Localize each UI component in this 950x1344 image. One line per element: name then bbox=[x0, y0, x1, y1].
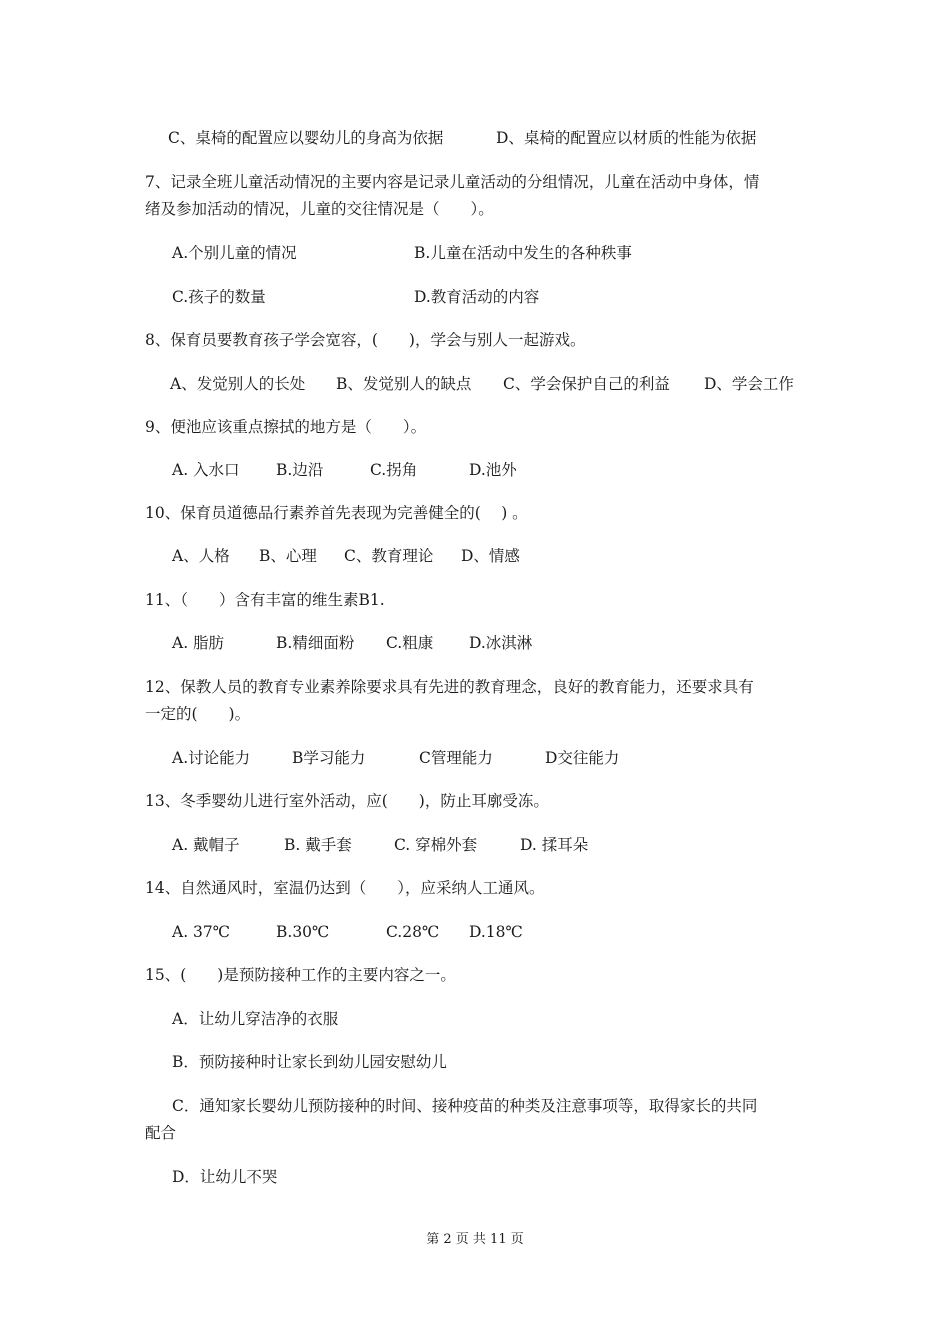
page-number: 第 2 页 共 11 页 bbox=[426, 1232, 524, 1247]
question-7-line-2: 绪及参加活动的情况，儿童的交往情况是（ ）。 bbox=[145, 200, 494, 218]
option-9a: A. 入水口 bbox=[172, 461, 240, 479]
option-8d: D、学会工作 bbox=[704, 375, 794, 393]
question-12-line-1: 12、保教人员的教育专业素养除要求具有先进的教育理念，良好的教育能力，还要求具有 bbox=[145, 678, 754, 696]
option-11c: C.粗康 bbox=[386, 634, 434, 652]
question-12-line-2: 一定的( )。 bbox=[145, 705, 251, 723]
option-15d: D．让幼儿不哭 bbox=[172, 1168, 278, 1186]
option-10d: D、情感 bbox=[461, 547, 520, 565]
option-8a: A、发觉别人的长处 bbox=[170, 375, 306, 393]
option-15c-line-2: 配合 bbox=[145, 1124, 177, 1142]
question-8: 8、保育员要教育孩子学会宽容，( )，学会与别人一起游戏。 bbox=[145, 331, 586, 349]
option-15c-line-1: C．通知家长婴幼儿预防接种的时间、接种疫苗的种类及注意事项等，取得家长的共同 bbox=[172, 1097, 758, 1115]
option-13b: B. 戴手套 bbox=[284, 836, 352, 854]
option-8b: B、发觉别人的缺点 bbox=[336, 375, 472, 393]
option-9d: D.池外 bbox=[469, 461, 517, 479]
option-12d: D交往能力 bbox=[545, 749, 620, 767]
option-7c: C.孩子的数量 bbox=[172, 288, 266, 306]
option-15b: B．预防接种时让家长到幼儿园安慰幼儿 bbox=[172, 1053, 447, 1071]
option-8c: C、学会保护自己的利益 bbox=[503, 375, 670, 393]
option-14c: C.28℃ bbox=[386, 923, 440, 941]
option-10c: C、教育理论 bbox=[344, 547, 434, 565]
option-13d: D. 揉耳朵 bbox=[520, 836, 589, 854]
option-12a: A.讨论能力 bbox=[172, 749, 251, 767]
option-10b: B、心理 bbox=[259, 547, 317, 565]
option-14a: A. 37℃ bbox=[172, 923, 231, 941]
option-9c: C.拐角 bbox=[370, 461, 418, 479]
option-11d: D.冰淇淋 bbox=[469, 634, 533, 652]
option-6d: D、桌椅的配置应以材质的性能为依据 bbox=[496, 129, 757, 147]
option-14d: D.18℃ bbox=[469, 923, 523, 941]
option-12b: B学习能力 bbox=[292, 749, 366, 767]
option-13c: C. 穿棉外套 bbox=[394, 836, 478, 854]
question-13: 13、冬季婴幼儿进行室外活动，应( )，防止耳廓受冻。 bbox=[145, 792, 549, 810]
question-14: 14、自然通风时，室温仍达到（ ），应采纳人工通风。 bbox=[145, 879, 545, 897]
question-9: 9、便池应该重点擦拭的地方是（ ）。 bbox=[145, 418, 427, 436]
option-12c: C管理能力 bbox=[419, 749, 493, 767]
option-15a: A．让幼儿穿洁净的衣服 bbox=[172, 1010, 339, 1028]
option-7d: D.教育活动的内容 bbox=[414, 288, 540, 306]
question-10: 10、保育员道德品行素养首先表现为完善健全的( ) 。 bbox=[145, 504, 528, 522]
option-11a: A. 脂肪 bbox=[172, 634, 225, 652]
option-7a: A.个别儿童的情况 bbox=[172, 244, 297, 262]
option-9b: B.边沿 bbox=[276, 461, 324, 479]
option-10a: A、人格 bbox=[172, 547, 230, 565]
option-13a: A. 戴帽子 bbox=[172, 836, 240, 854]
option-6c: C、桌椅的配置应以婴幼儿的身高为依据 bbox=[168, 129, 444, 147]
option-14b: B.30℃ bbox=[276, 923, 330, 941]
question-11: 11、（ ）含有丰富的维生素B1. bbox=[145, 591, 385, 609]
option-7b: B.儿童在活动中发生的各种秩事 bbox=[414, 244, 632, 262]
option-11b: B.精细面粉 bbox=[276, 634, 355, 652]
question-7-line-1: 7、记录全班儿童活动情况的主要内容是记录儿童活动的分组情况，儿童在活动中身体，情 bbox=[145, 173, 760, 191]
question-15: 15、( )是预防接种工作的主要内容之一。 bbox=[145, 966, 456, 984]
